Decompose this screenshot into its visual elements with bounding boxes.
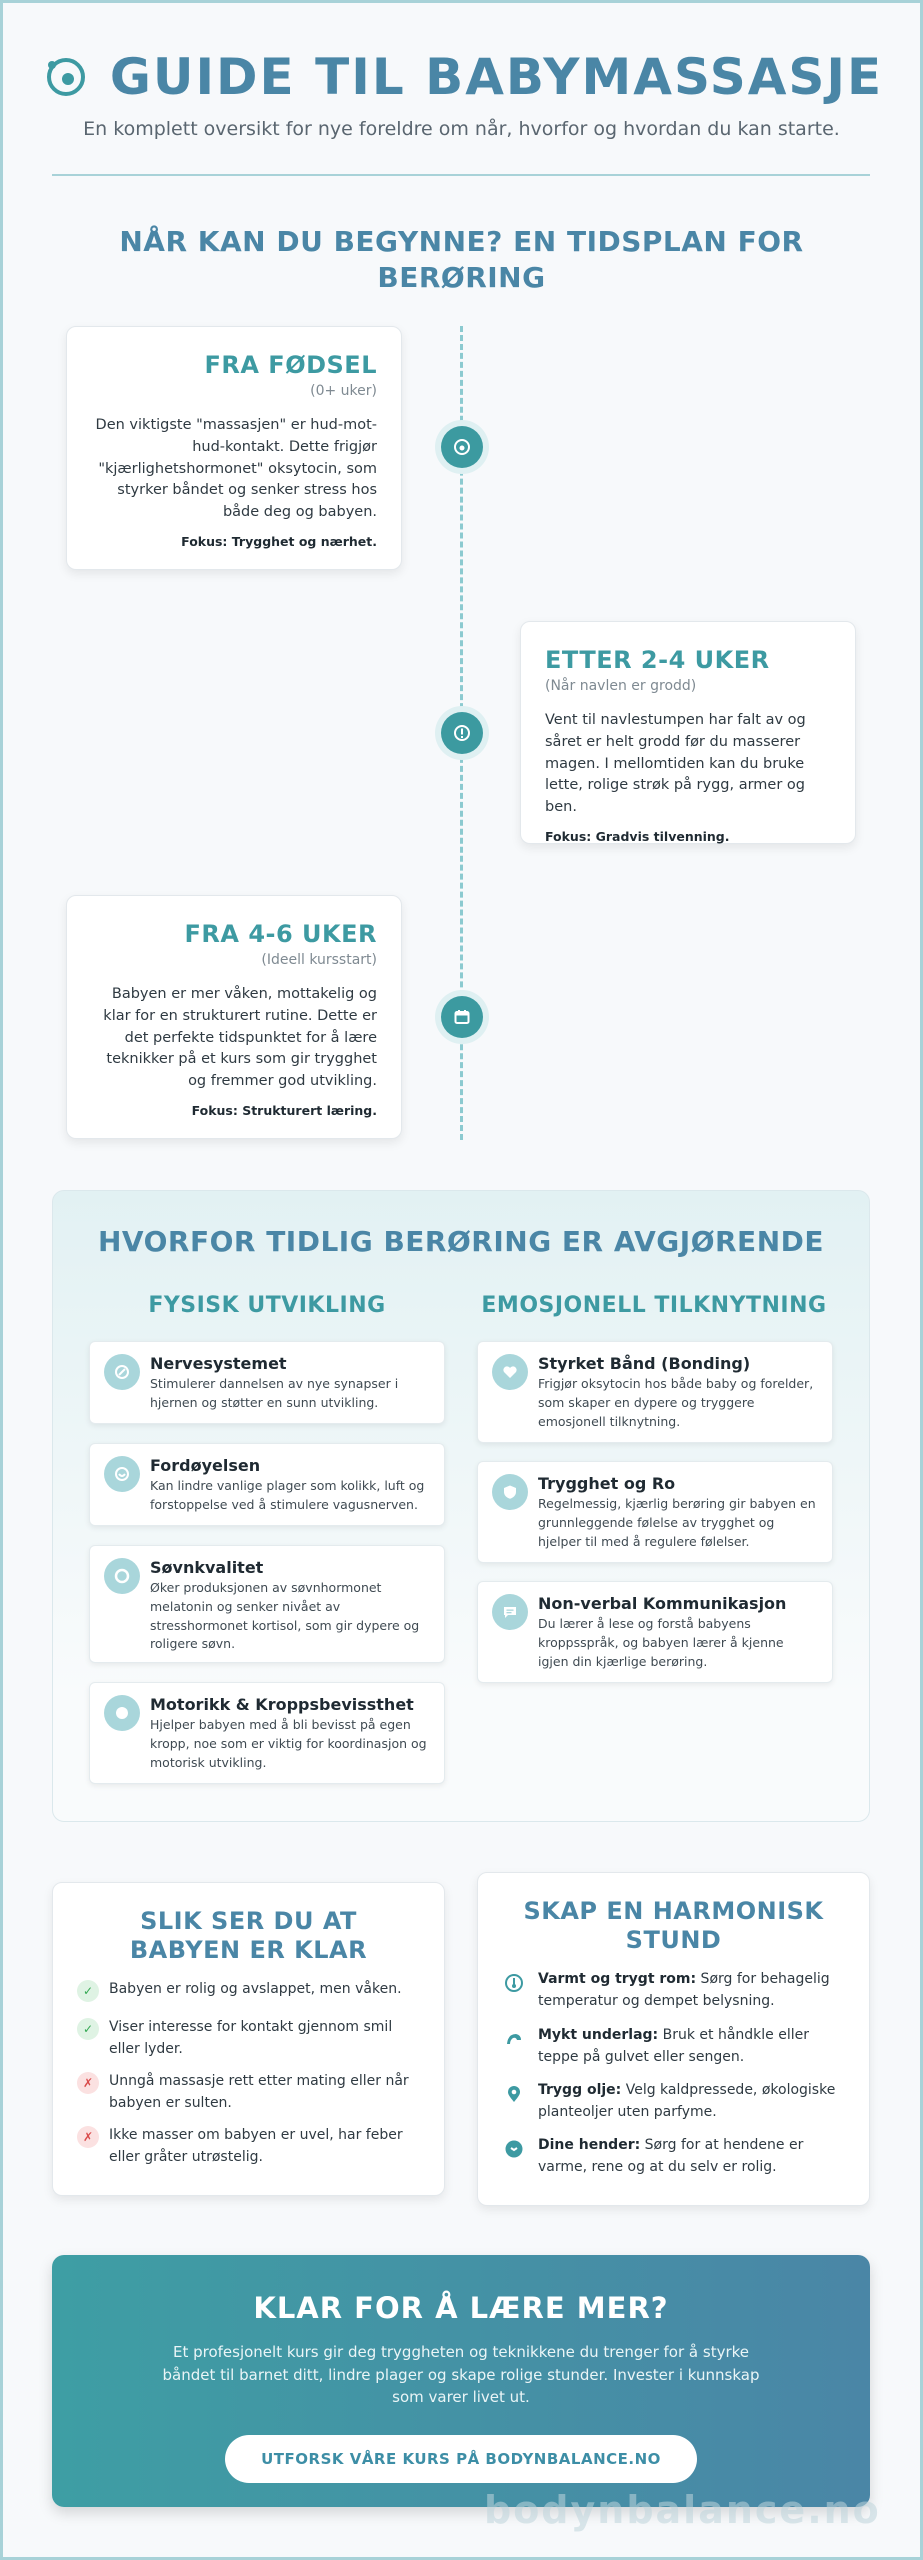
benefit-card-motor-skills (89, 1682, 445, 1784)
timeline-card-birth (66, 326, 402, 570)
timeline-card-4-6-weeks (66, 895, 402, 1139)
harmony-text: Sørg for at hendene er varme, rene og at du selv er rolig. (538, 2137, 804, 2175)
timeline-text: Den viktigste "massasjen" er hud-mot-hud-kontakt. Dette frigjør "kjærlighetshormonet" oksytocin, som styrker båndet og senker stress hos både deg og babyen. (95, 417, 377, 520)
why-section (52, 1190, 870, 1822)
benefit-text: Øker produksjonen av søvnhormonet melatonin og senker nivået av stresshormonet kortisol, som gir dypere og roligere søvn. (150, 1580, 420, 1652)
hand-icon (504, 2139, 524, 2159)
cta-title: KLAR FOR Å LÆRE MER? (253, 2291, 669, 2325)
body-icon (104, 1695, 140, 1731)
thermometer-icon (504, 1973, 524, 1993)
check-icon: ✓ (77, 2018, 99, 2040)
timeline-focus: Fokus: Strukturert læring. (191, 1102, 377, 1118)
harmony-bold: Dine hender: (538, 2137, 641, 2153)
check-icon: ✓ (77, 1980, 99, 2002)
shield-icon (492, 1474, 528, 1510)
harmony-item (504, 2135, 844, 2178)
stomach-icon (104, 1456, 140, 1492)
timeline-sub: (0+ uker) (310, 383, 377, 399)
harmony-item (504, 2025, 844, 2068)
harmony-item (504, 1969, 844, 2012)
benefit-heading: Nervesystemet (150, 1354, 287, 1373)
cross-icon: ✗ (77, 2126, 99, 2148)
timeline-card-2-4-weeks (520, 621, 856, 844)
timeline-text: Vent til navlestumpen har falt av og såret er helt grodd før du masserer magen. I mellomtiden kan du bruke lette, rolige strøk på rygg, armer og ben. (545, 712, 806, 815)
readiness-item (77, 1979, 417, 2002)
timeline-heading: FRA 4-6 UKER (184, 920, 377, 948)
timeline-sub: (Ideell kursstart) (261, 952, 377, 968)
calendar-icon (453, 1008, 471, 1026)
cta-text: Et profesjonelt kurs gir deg tryggheten og teknikkene du trenger for å styrke båndet til barnet ditt, lindre plager og skape rolige stunder. Invester i kunnskap som varer livet ut. (162, 2343, 760, 2406)
benefit-text: Regelmessig, kjærlig berøring gir babyen en grunnleggende følelse av trygghet og hjelper til med å regulere følelser. (538, 1496, 816, 1549)
emotional-column-title: EMOSJONELL TILKNYTNING (481, 1293, 827, 1318)
timeline-dot-4-6-weeks (441, 996, 483, 1038)
benefit-card-bonding (477, 1341, 833, 1443)
benefit-card-nervous-system (89, 1341, 445, 1424)
benefit-text: Stimulerer dannelsen av nye synapser i hjernen og støtter en sunn utvikling. (150, 1376, 399, 1410)
page-title: GUIDE TIL BABYMASSASJE (109, 48, 884, 106)
oil-drop-icon (504, 2084, 524, 2104)
harmony-item (504, 2080, 844, 2123)
harmony-text: Velg kaldpressede, økologiske planteoljer uten parfyme. (538, 2082, 836, 2120)
explore-courses-button[interactable]: UTFORSK VÅRE KURS PÅ BODYNBALANCE.NO (225, 2435, 697, 2483)
chat-icon (492, 1594, 528, 1630)
timeline-dot-birth (441, 426, 483, 468)
baby-logo-icon (40, 53, 88, 101)
benefit-text: Du lærer å lese og forstå babyens kroppsspråk, og babyen lærer å kjenne igjen din kjærlige berøring. (538, 1616, 784, 1669)
timeline-heading: FRA FØDSEL (204, 351, 377, 379)
benefit-text: Frigjør oksytocin hos både baby og forelder, som skaper en dypere og tryggere emosjonell tilknytning. (538, 1376, 814, 1429)
harmony-bold: Trygg olje: (538, 2082, 622, 2098)
watermark: bodynbalance.no (484, 2488, 881, 2532)
benefit-text: Hjelper babyen med å bli bevisst på egen kropp, noe som er viktig for koordinasjon og motorisk utvikling. (150, 1717, 427, 1770)
timeline-title: NÅR KAN DU BEGYNNE? EN TIDSPLAN FOR BERØRING (119, 225, 804, 295)
benefit-card-security (477, 1461, 833, 1563)
why-title: HVORFOR TIDLIG BERØRING ER AVGJØRENDE (97, 1225, 824, 1258)
benefit-heading: Styrket Bånd (Bonding) (538, 1354, 751, 1373)
physical-column-title: FYSISK UTVIKLING (148, 1293, 386, 1318)
benefit-heading: Trygghet og Ro (538, 1474, 676, 1493)
harmony-text: Sørg for behagelig temperatur og dempet belysning. (538, 1971, 830, 2009)
cross-icon: ✗ (77, 2072, 99, 2094)
moon-icon (104, 1558, 140, 1594)
benefit-heading: Søvnkvalitet (150, 1558, 264, 1577)
harmony-title: SKAP EN HARMONISK STUND (523, 1897, 824, 1954)
timeline-sub: (Når navlen er grodd) (545, 678, 697, 694)
benefit-card-digestion (89, 1443, 445, 1526)
harmony-bold: Varmt og trygt rom: (538, 1971, 697, 1987)
timeline-dot-2-4-weeks (441, 712, 483, 754)
readiness-item (77, 2125, 417, 2168)
timeline-heading: ETTER 2-4 UKER (545, 646, 770, 674)
readiness-text: Babyen er rolig og avslappet, men våken. (109, 1981, 402, 1997)
benefit-card-communication (477, 1581, 833, 1683)
page-header (0, 48, 923, 140)
blanket-icon (504, 2029, 524, 2049)
readiness-item (77, 2017, 417, 2060)
timeline-text: Babyen er mer våken, mottakelig og klar for en strukturert rutine. Dette er det perfekte tidspunktet for å lære teknikker på et kurs som gir trygghet og fremmer god utvikling. (103, 986, 377, 1089)
readiness-item (77, 2071, 417, 2114)
readiness-card (52, 1882, 445, 2196)
header-divider (52, 174, 870, 176)
harmony-bold: Mykt underlag: (538, 2027, 659, 2043)
benefit-heading: Non-verbal Kommunikasjon (538, 1594, 787, 1613)
heart-icon (492, 1354, 528, 1390)
alert-icon (453, 724, 471, 742)
cta-banner (52, 2255, 870, 2507)
page-subtitle: En komplett oversikt for nye foreldre om når, hvorfor og hvordan du kan starte. (83, 118, 840, 140)
readiness-text: Ikke masser om babyen er uvel, har feber eller gråter utrøstelig. (109, 2127, 403, 2165)
readiness-text: Unngå massasje rett etter mating eller når babyen er sulten. (109, 2073, 409, 2111)
benefit-heading: Motorikk & Kroppsbevissthet (150, 1695, 414, 1714)
readiness-text: Viser interesse for kontakt gjennom smil eller lyder. (109, 2019, 393, 2057)
harmony-card (477, 1872, 870, 2206)
benefit-card-sleep (89, 1545, 445, 1663)
timeline-focus: Fokus: Trygghet og nærhet. (181, 533, 377, 549)
timeline-focus: Fokus: Gradvis tilvenning. (545, 828, 730, 844)
readiness-title: SLIK SER DU AT BABYEN ER KLAR (129, 1907, 368, 1964)
heart-dot-icon (453, 438, 471, 456)
brain-icon (104, 1354, 140, 1390)
harmony-text: Bruk et håndkle eller teppe på gulvet eller sengen. (538, 2027, 809, 2065)
benefit-text: Kan lindre vanlige plager som kolikk, luft og forstoppelse ved å stimulere vagusnerven. (150, 1478, 425, 1512)
benefit-heading: Fordøyelsen (150, 1456, 261, 1475)
